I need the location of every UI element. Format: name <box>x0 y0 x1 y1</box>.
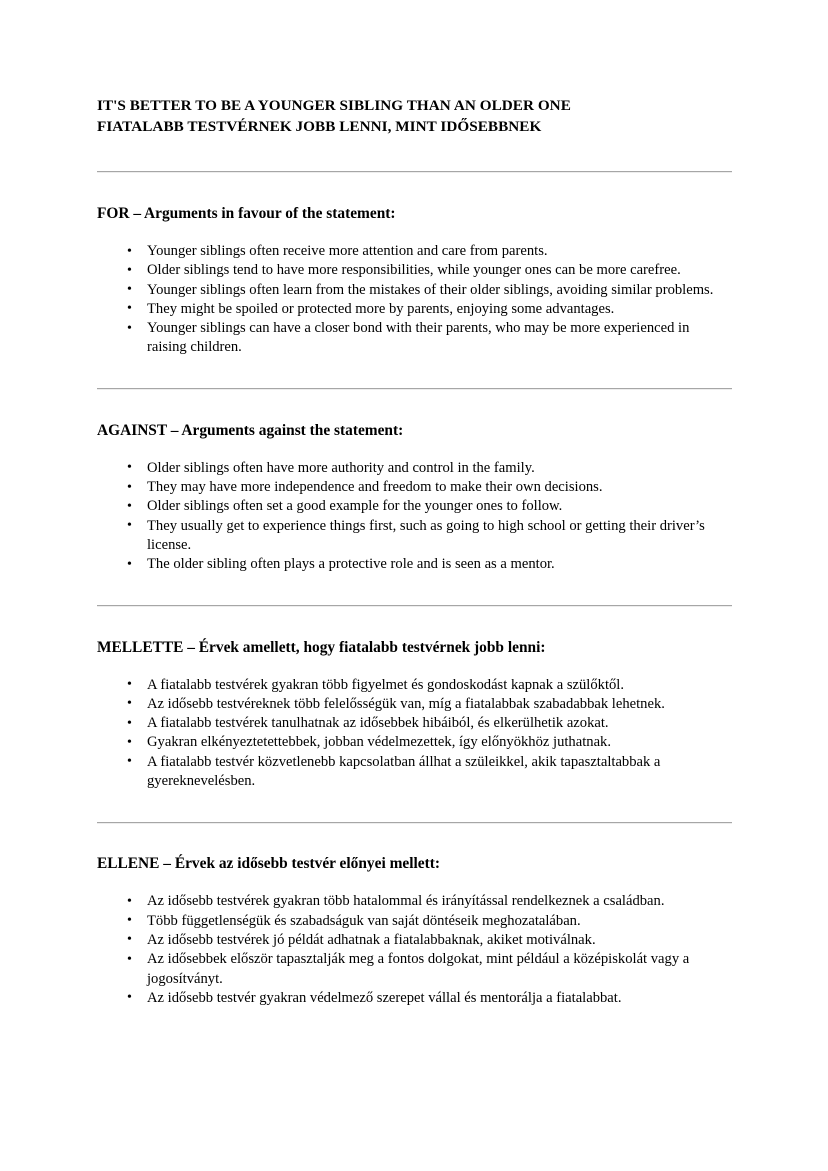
list-item: • Younger siblings often learn from the mistakes of their older siblings, avoiding similar problems. <box>97 281 732 300</box>
section-for <box>97 204 732 358</box>
list-item: • Az idősebbek először tapasztalják meg a fontos dolgokat, mint például a középiskolát vagy a jogosítványt. <box>97 950 732 989</box>
bullet-list-mellette <box>97 676 732 792</box>
section-heading-for: FOR – Arguments in favour of the statement: <box>97 205 396 222</box>
bullet-list-ellene <box>97 892 732 1008</box>
list-item: • The older sibling often plays a protective role and is seen as a mentor. <box>97 555 732 574</box>
section-heading-against: AGAINST – Arguments against the statement: <box>97 421 404 439</box>
list-item: • They might be spoiled or protected more by parents, enjoying some advantages. <box>97 300 732 319</box>
section-divider-1 <box>97 171 732 172</box>
list-item: • Az idősebb testvéreknek több felelősségük van, míg a fiatalabbak szabadabbak lehetnek. <box>97 695 732 714</box>
list-item: • Younger siblings can have a closer bond with their parents, who may be more experienced in raising children. <box>97 319 732 358</box>
page-title-line-hu: FIATALABB TESTVÉRNEK JOBB LENNI, MINT IDŐSEBBNEK <box>97 117 542 135</box>
list-item: • A fiatalabb testvér közvetlenebb kapcsolatban állhat a szüleikkel, akik tapasztaltabbak a gyereknevelésben. <box>97 753 732 792</box>
section-divider-3 <box>97 605 732 606</box>
page-title <box>97 96 732 137</box>
section-heading-mellette: MELLETTE – Érvek amellett, hogy fiatalabb testvérnek jobb lenni: <box>97 638 546 656</box>
section-divider-2 <box>97 388 732 389</box>
page-title-line-en: IT'S BETTER TO BE A YOUNGER SIBLING THAN AN OLDER ONE <box>97 97 571 114</box>
list-item: • Több függetlenségük és szabadságuk van saját döntéseik meghozatalában. <box>97 912 732 931</box>
list-item: • Older siblings often set a good example for the younger ones to follow. <box>97 497 732 516</box>
list-item: • They may have more independence and freedom to make their own decisions. <box>97 478 732 497</box>
bullet-list-for <box>97 242 732 358</box>
section-ellene <box>97 854 732 1008</box>
list-item: • Younger siblings often receive more attention and care from parents. <box>97 242 732 261</box>
list-item: • A fiatalabb testvérek gyakran több figyelmet és gondoskodást kapnak a szülőktől. <box>97 676 732 695</box>
section-mellette <box>97 638 732 792</box>
list-item: • A fiatalabb testvérek tanulhatnak az idősebbek hibáiból, és elkerülhetik azokat. <box>97 714 732 733</box>
section-against <box>97 421 732 575</box>
bullet-list-against <box>97 459 732 575</box>
list-item: • They usually get to experience things first, such as going to high school or getting their driver’s license. <box>97 517 732 556</box>
list-item: • Az idősebb testvérek jó példát adhatnak a fiatalabbaknak, akiket motiválnak. <box>97 931 732 950</box>
list-item: • Older siblings often have more authority and control in the family. <box>97 459 732 478</box>
list-item: • Az idősebb testvérek gyakran több hatalommal és irányítással rendelkeznek a családban. <box>97 892 732 911</box>
list-item: • Gyakran elkényeztetettebbek, jobban védelmezettek, így előnyökhöz juthatnak. <box>97 733 732 752</box>
document-body <box>97 96 732 1008</box>
list-item: • Az idősebb testvér gyakran védelmező szerepet vállal és mentorálja a fiatalabbat. <box>97 989 732 1008</box>
list-item: • Older siblings tend to have more responsibilities, while younger ones can be more carefree. <box>97 261 732 280</box>
section-divider-4 <box>97 822 732 823</box>
section-heading-ellene: ELLENE – Érvek az idősebb testvér előnyei mellett: <box>97 855 440 873</box>
